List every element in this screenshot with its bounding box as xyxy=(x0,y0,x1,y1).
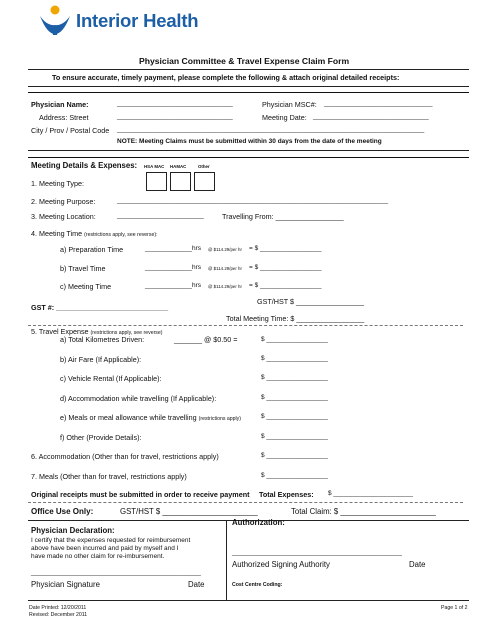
checkbox-hamac[interactable] xyxy=(170,172,191,191)
total-expenses-label: Total Expenses: xyxy=(259,490,314,499)
city-field[interactable]: _____________________________________________________________________________________ xyxy=(117,126,425,133)
interior-health-logo-mark xyxy=(38,4,72,36)
meeting-details-header: Meeting Details & Expenses: xyxy=(31,161,138,170)
prep-time-rate: @ $114.29/per hr xyxy=(208,247,242,252)
brand-name: Interior Health xyxy=(76,10,199,31)
physician-msc-field[interactable]: ______________________________ xyxy=(324,100,433,107)
km-amount-field[interactable]: $ _________________ xyxy=(261,336,328,343)
meeting-location-label: 3. Meeting Location: xyxy=(31,212,96,221)
declaration-text-1: I certify that the expenses requested for reimbursement xyxy=(31,537,191,544)
prep-time-label: a) Preparation Time xyxy=(60,245,124,254)
meals-travel-text: e) Meals or meal allowance while travelling xyxy=(60,413,197,422)
declaration-title: Physician Declaration: xyxy=(31,526,115,535)
vehicle-rental-label: c) Vehicle Rental (If Applicable): xyxy=(60,374,162,383)
meeting-date-label: Meeting Date: xyxy=(262,113,307,122)
prep-time-hours[interactable]: _____________hrs xyxy=(145,245,202,252)
office-use-label: Office Use Only: xyxy=(31,507,94,516)
meals-travel-field[interactable]: $ _________________ xyxy=(261,413,328,420)
page-number: Page 1 of 2 xyxy=(441,605,468,611)
col-hamac: HAMAC xyxy=(170,164,187,169)
office-total-claim-field[interactable]: Total Claim: $ ______________________ xyxy=(291,507,436,516)
cost-centre-coding-label: Cost Centre Coding: xyxy=(232,582,283,588)
accommodation-field[interactable]: $ _________________ xyxy=(261,452,328,459)
travel-time-rate: @ $114.29/per hr xyxy=(208,266,242,271)
travel-time-label: b) Travel Time xyxy=(60,264,106,273)
accommodation-travel-label: d) Accommodation while travelling (If Applicable): xyxy=(60,394,217,403)
revised-date: Revised: December 2011 xyxy=(29,612,88,618)
accommodation-travel-field[interactable]: $ _________________ xyxy=(261,394,328,401)
address-field[interactable]: ________________________________ xyxy=(117,113,233,120)
declaration-text-3: have made no other claim for re-imbursement. xyxy=(31,553,165,560)
address-label: Address: Street xyxy=(39,113,89,122)
total-expenses-field[interactable]: $ ______________________ xyxy=(328,490,413,497)
meeting-time-text: 4. Meeting Time xyxy=(31,229,83,238)
meals-travel-label xyxy=(60,413,241,422)
gst-number-field[interactable]: GST #: ____________________________ xyxy=(31,303,169,312)
air-fare-field[interactable]: $ _________________ xyxy=(261,355,328,362)
meeting-purpose-field[interactable]: ___________________________________________________________________________ xyxy=(117,197,389,204)
form-subtitle: To ensure accurate, timely payment, please complete the following & attach original detailed receipts: xyxy=(52,73,400,82)
city-label: City / Prov / Postal Code xyxy=(31,126,110,135)
travel-expense-note: (restrictions apply, see reverse) xyxy=(90,330,163,336)
physician-msc-label: Physician MSC#: xyxy=(262,100,317,109)
travel-expense-text: 5. Travel Expense xyxy=(31,327,89,336)
checkbox-hsa-mac[interactable] xyxy=(146,172,167,191)
authorized-signature-label: Authorized Signing Authority xyxy=(232,560,330,569)
meals-label: 7. Meals (Other than for travel, restrictions apply) xyxy=(31,472,187,481)
submission-note: NOTE: Meeting Claims must be submitted within 30 days from the date of the meeting xyxy=(117,138,382,145)
travel-time-amount[interactable]: = $ _________________ xyxy=(249,264,322,271)
meeting-time-hours[interactable]: _____________hrs xyxy=(145,282,202,289)
authorized-signature-field[interactable]: _______________________________________________ xyxy=(232,549,402,556)
meeting-time-row-label: c) Meeting Time xyxy=(60,282,112,291)
meeting-location-field[interactable]: ________________________ xyxy=(117,212,204,219)
km-driven-label: a) Total Kilometres Driven: xyxy=(60,335,145,344)
meeting-time-label xyxy=(31,229,158,238)
meals-travel-note: (restrictions apply) xyxy=(198,416,242,422)
meeting-type-label: 1. Meeting Type: xyxy=(31,179,85,188)
authorized-date-label: Date xyxy=(409,560,426,569)
meeting-time-rate: @ $114.29/per hr xyxy=(208,284,242,289)
gst-hst-field[interactable]: GST/HST $ _________________ xyxy=(257,297,364,306)
physician-name-field[interactable]: ________________________________ xyxy=(117,100,233,107)
meeting-purpose-label: 2. Meeting Purpose: xyxy=(31,197,96,206)
meeting-date-field[interactable]: ________________________________ xyxy=(313,113,429,120)
physician-signature-field[interactable]: _______________________________________________ xyxy=(31,569,201,576)
travelling-from-field[interactable]: Travelling From: _________________ xyxy=(222,212,344,221)
date-printed: Date Printed: 12/20/2011 xyxy=(29,605,87,611)
prep-time-amount[interactable]: = $ _________________ xyxy=(249,245,322,252)
km-driven-field[interactable]: _______ @ $0.50 = xyxy=(174,335,238,344)
total-meeting-time-field[interactable]: Total Meeting Time: $ _________________ xyxy=(226,314,365,323)
accommodation-label: 6. Accommodation (Other than for travel, restrictions apply) xyxy=(31,452,219,461)
physician-name-label: Physician Name: xyxy=(31,100,89,109)
declaration-text-2: above have been incurred and paid by myself and I xyxy=(31,545,179,552)
office-gst-field[interactable]: GST/HST $ ______________________ xyxy=(120,507,258,516)
physician-date-label: Date xyxy=(188,580,205,589)
col-other: Other xyxy=(198,164,210,169)
meeting-time-note: (restrictions apply, see reverse): xyxy=(84,232,158,238)
air-fare-label: b) Air Fare (If Applicable): xyxy=(60,355,142,364)
other-expense-field[interactable]: $ _________________ xyxy=(261,433,328,440)
meeting-time-amount[interactable]: = $ _________________ xyxy=(249,282,322,289)
travel-time-hours[interactable]: _____________hrs xyxy=(145,264,202,271)
vehicle-rental-field[interactable]: $ _________________ xyxy=(261,374,328,381)
other-expense-label: f) Other (Provide Details): xyxy=(60,433,142,442)
authorization-title: Authorization: xyxy=(232,518,285,527)
meals-field[interactable]: $ _________________ xyxy=(261,472,328,479)
form-title: Physician Committee & Travel Expense Claim Form xyxy=(139,56,350,66)
checkbox-other[interactable] xyxy=(194,172,215,191)
receipts-note: Original receipts must be submitted in order to receive payment xyxy=(31,490,250,499)
col-hsa-mac: HSA MAC xyxy=(144,164,165,169)
physician-signature-label: Physician Signature xyxy=(31,580,100,589)
